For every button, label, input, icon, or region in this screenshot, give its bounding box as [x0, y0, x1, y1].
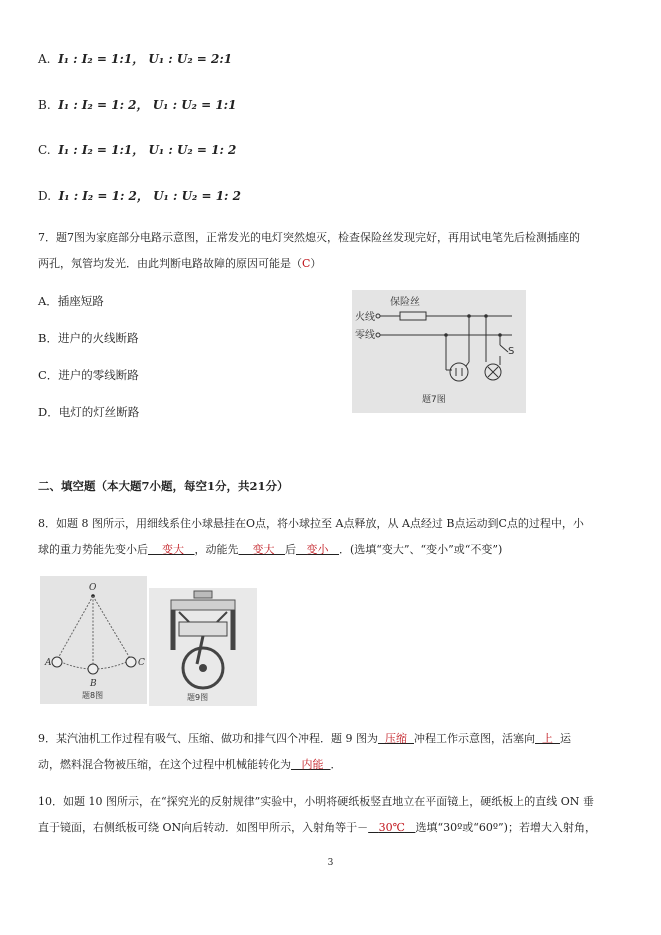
section-2-title: 二、填空题（本大题7小题，每空1分，共21分） [38, 479, 289, 493]
option-letter: B. [38, 98, 51, 112]
option-text: I₁ : I₂ = 1:1， U₁ : U₂ = 2:1 [58, 52, 233, 66]
q9-text: 冲程工作示意图，活塞向 [414, 732, 535, 745]
q9-text: 9．某汽油机工作过程有吸气、压缩、做功和排气四个冲程．题 9 图为 [38, 732, 378, 745]
q9-text: ． [330, 758, 342, 771]
q9-text: 运 [560, 732, 571, 745]
q8-figure-caption: 题8图 [82, 691, 104, 700]
q8-text: ，动能先 [194, 543, 239, 556]
q9-blank3: 内能 [301, 758, 324, 771]
q7-option-c: C．进户的零线断路 [38, 368, 139, 382]
socket-symbol [450, 363, 468, 381]
q10-line2 [38, 819, 596, 835]
ball-a [52, 657, 62, 667]
option-letter: D. [38, 189, 52, 203]
q8-blank2: 变大 [252, 543, 275, 556]
fire-line-label: 火线 [355, 312, 375, 323]
q7-stem-line1: 7．题7图为家庭部分电路示意图，正常发光的电灯突然熄灭，检查保险丝发现完好，再用试电笔先后检测插座的 [38, 231, 580, 244]
label-o: O [89, 583, 97, 593]
switch-symbol [500, 345, 508, 352]
q8-text: ．(选填“变大”、“变小”或“不变”) [339, 543, 503, 556]
q6-option-a [38, 50, 232, 67]
q10-blank1: 30℃ [378, 821, 405, 834]
q6-option-b [38, 96, 236, 113]
zero-line-label: 零线 [355, 330, 375, 341]
ball-b [88, 664, 98, 674]
q7-option-a: A．插座短路 [38, 294, 104, 308]
q10-text: 选填“30º或“60º”)；若增大入射角， [415, 821, 596, 834]
q8-blank1: 变大 [162, 543, 184, 556]
q9-line1 [38, 730, 571, 746]
q7-figure-caption: 题7图 [422, 395, 446, 405]
label-c: C [138, 658, 145, 668]
engine-diagram [149, 588, 257, 706]
q8-line2 [38, 541, 502, 557]
q9-blank1: 压缩 [385, 732, 407, 745]
q7-option-b: B．进户的火线断路 [38, 331, 139, 345]
q10-text: 直于镜面，右侧纸板可绕 ON向后转动．如图甲所示，入射角等于－ [38, 821, 369, 834]
q6-option-c [38, 141, 236, 158]
q8-pendulum-figure [40, 576, 147, 704]
q9-engine-figure [149, 588, 257, 706]
q8-text: 后 [285, 543, 296, 556]
q9-figure-caption: 题9图 [187, 693, 209, 702]
q7-circuit-figure [352, 290, 526, 413]
fuse-label: 保险丝 [390, 297, 420, 308]
circuit-diagram [352, 290, 526, 413]
q9-blank2: 上 [542, 732, 553, 745]
q8-blank3: 变小 [306, 543, 329, 556]
fuse-symbol [400, 312, 426, 320]
q7-stem-text: 两孔，氖管均发光．由此判断电路故障的原因可能是（ [38, 257, 302, 270]
pendulum-diagram [40, 576, 147, 704]
label-a: A [45, 658, 52, 668]
switch-label: S [508, 346, 515, 357]
q10-line1: 10．如题 10 图所示，在“探究光的反射规律”实验中，小明将硬纸板竖直地立在平面镜上，硬纸板上的直线 ON 垂 [38, 795, 594, 808]
label-b: B [90, 679, 97, 689]
option-letter: C. [38, 143, 51, 157]
q6-option-d [38, 187, 241, 204]
ball-c [126, 657, 136, 667]
piston-symbol [179, 622, 227, 636]
q9-line2 [38, 756, 342, 772]
q7-stem-close: ） [310, 257, 322, 270]
q7-option-d: D．电灯的灯丝断路 [38, 405, 140, 419]
q7-answer: C [302, 257, 311, 270]
option-text: I₁ : I₂ = 1:1， U₁ : U₂ = 1: 2 [58, 143, 237, 157]
q9-text: 动，燃料混合物被压缩，在这个过程中机械能转化为 [38, 758, 291, 771]
q7-stem-line2 [38, 255, 321, 271]
option-text: I₁ : I₂ = 1: 2， U₁ : U₂ = 1:1 [58, 98, 237, 112]
q8-line1: 8．如题 8 图所示，用细线系住小球悬挂在O点，将小球拉至 A点释放，从 A点经过 B点运动到C点的过程中，小 [38, 517, 584, 530]
page-number: 3 [327, 858, 334, 868]
option-letter: A. [38, 52, 51, 66]
option-text: I₁ : I₂ = 1: 2， U₁ : U₂ = 1: 2 [58, 189, 242, 203]
q8-text: 球的重力势能先变小后 [38, 543, 148, 556]
